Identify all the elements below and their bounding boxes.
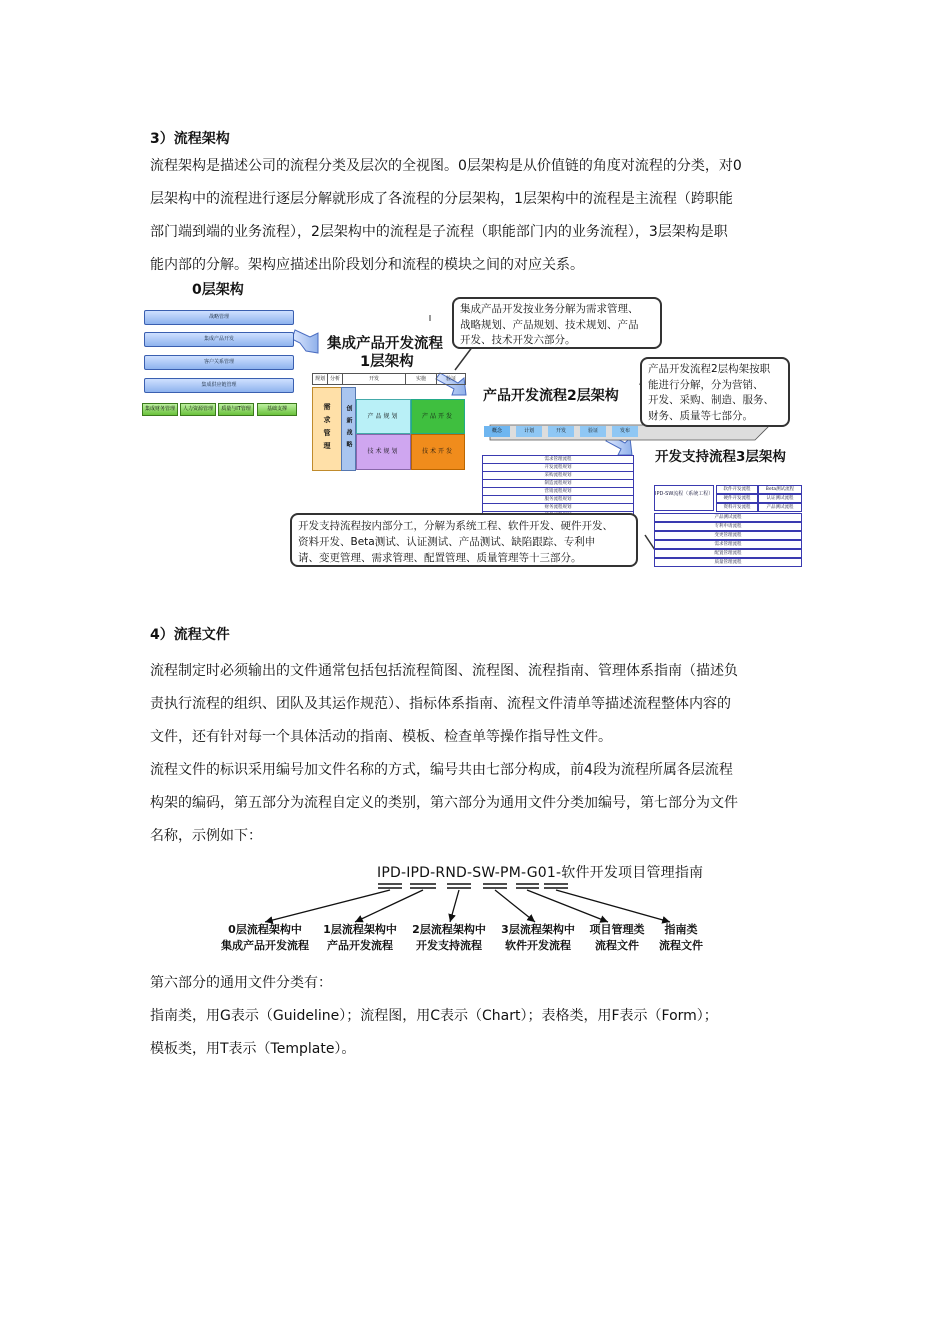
section4-paragraph	[150, 655, 800, 853]
label-line: 1层流程架构中	[323, 923, 397, 936]
para-line: 责执行流程的组织、团队及其运作规范）、指标体系指南、流程文件清单等描述流程整体内容的	[150, 696, 731, 712]
layer2-row: 服务流程规划	[482, 495, 634, 504]
layer1-header	[312, 373, 466, 385]
layer3-cell: 硬件开发流程	[716, 494, 758, 503]
callout-layer3	[290, 513, 638, 567]
layer3-row: 变更管理流程	[654, 531, 802, 540]
layer1-product-planning: 产品规划	[356, 399, 411, 434]
layer2-phases	[484, 426, 754, 437]
layer3-cell: 认证测试流程	[758, 494, 802, 503]
code-part-label	[405, 922, 493, 954]
code-part-label	[583, 922, 651, 954]
callout-layer2	[640, 357, 790, 427]
layer3-cell: 产品测试流程	[758, 503, 802, 512]
layer0-support-box: 人力资源管理	[180, 403, 216, 416]
layer3-cell: 软件开发流程	[716, 485, 758, 494]
layer1-subtitle: 1层架构	[360, 354, 414, 370]
callout-line: 战略规划、产品规划、技术规划、产品	[460, 318, 639, 331]
example-arrows	[200, 878, 760, 928]
layer0-bar: 客户关系管理	[144, 355, 294, 370]
layer1-header-cell: 规划	[313, 374, 328, 384]
callout-line: 能进行分解，分为营销、	[648, 378, 764, 391]
layer3-title: 开发支持流程3层架构	[655, 449, 786, 465]
process-architecture-diagram	[140, 275, 810, 570]
layer2-row: 采购流程规划	[482, 471, 634, 480]
label-line: 3层流程架构中	[501, 923, 575, 936]
layer0-support-box: 质量与IT管理	[218, 403, 254, 416]
layer2-row: 需求管理流程	[482, 455, 634, 464]
para-line: 流程制定时必须输出的文件通常包括包括流程简图、流程图、流程指南、管理体系指南（描述负	[150, 663, 738, 679]
layer3-system-eng: IPD-SW流程（系统工程）	[654, 485, 714, 511]
layer1-product-dev: 产品开发	[411, 399, 465, 434]
layer2-phase: 验证	[580, 426, 606, 437]
layer3-row: 专利申请流程	[654, 522, 802, 531]
layer1-header-cell: 实施	[406, 374, 437, 384]
para-line: 第六部分的通用文件分类有：	[150, 975, 332, 991]
callout-line: 开发支持流程按内部分工，分解为系统工程、软件开发、硬件开发、	[298, 520, 613, 532]
layer2-row: 制造流程规划	[482, 479, 634, 488]
label-line: 流程文件	[659, 939, 703, 952]
label-line: 0层流程架构中	[228, 923, 302, 936]
label-line: 产品开发流程	[327, 939, 393, 952]
layer1-innovation: 创新战略	[341, 387, 356, 471]
layer2-phase: 发布	[612, 426, 638, 437]
layer3-row: 质量管理流程	[654, 558, 802, 567]
label-line: 软件开发流程	[505, 939, 571, 952]
para-line: 构架的编码，第五部分为流程自定义的类别，第六部分为通用文件分类加编号，第七部分为文件	[150, 795, 738, 811]
callout-line: 产品开发流程2层构架按职	[648, 363, 771, 375]
layer1-header-cell: 分析	[328, 374, 343, 384]
layer3-row: 需求管理流程	[654, 540, 802, 549]
layer3-cell: Beta测试流程	[758, 485, 802, 494]
layer1-header-cell: 验证	[445, 376, 456, 382]
label-line: 开发支持流程	[416, 939, 482, 952]
code-part-label	[316, 922, 404, 954]
label-line: 指南类	[664, 923, 698, 936]
label-line: 流程文件	[595, 939, 639, 952]
layer3-row: 配置管理流程	[654, 549, 802, 558]
callout-line: 请、变更管理、需求管理、配置管理、质量管理等十三部分。	[298, 552, 582, 564]
layer1-title: 集成产品开发流程	[327, 336, 443, 352]
layer0-title: 0层架构	[192, 282, 244, 298]
para-line: 部门端到端的业务流程），2层架构中的流程是子流程（职能部门内的业务流程），3层架构是职	[150, 224, 728, 240]
callout-line: 资料开发、Beta测试、认证测试、产品测试、缺陷跟踪、专利申	[298, 536, 596, 548]
para-line: 层架构中的流程进行逐层分解就形成了各流程的分层架构，1层架构中的流程是主流程（跨职能	[150, 191, 733, 207]
para-line: 模板类，用T表示（Template）。	[150, 1041, 356, 1057]
code-part-label	[217, 922, 313, 954]
code-part-label	[652, 922, 710, 954]
layer2-row: 财务流程规划	[482, 503, 634, 512]
label-line: 集成产品开发流程	[221, 939, 309, 952]
callout-layer1	[452, 297, 662, 349]
para-line: 文件，还有针对每一个具体活动的指南、模板、检查单等操作指导性文件。	[150, 729, 612, 745]
layer0-support-box: 集成财务管理	[142, 403, 178, 416]
para-line: 能内部的分解。架构应描述出阶段划分和流程的模块之间的对应关系。	[150, 257, 584, 273]
layer0-support-box: 基础支撑	[257, 403, 297, 416]
para-line: 指南类，用G表示（Guideline）；流程图，用C表示（Chart）；表格类，用F表示（Form）；	[150, 1008, 718, 1024]
layer3-row: 产品测试流程	[654, 513, 802, 522]
layer2-row: 开发流程规划	[482, 463, 634, 472]
layer1-header-cell: 开发	[343, 374, 406, 384]
layer3-cell: 资料开发流程	[716, 503, 758, 512]
layer1-tech-planning: 技术规划	[356, 434, 411, 470]
example-code: IPD-IPD-RND-SW-PM-G01-软件开发项目管理指南	[377, 865, 704, 881]
layer2-phase: 开发	[548, 426, 574, 437]
para-line: 名称，示例如下：	[150, 828, 262, 844]
layer2-title: 产品开发流程2层架构	[483, 388, 619, 404]
layer0-bar: 集成产品开发	[144, 332, 294, 347]
callout-line: 开发、技术开发六部分。	[460, 334, 576, 346]
layer0-bar: 战略管理	[144, 310, 294, 325]
section6-paragraph	[150, 967, 830, 1066]
label-line: 2层流程架构中	[412, 923, 486, 936]
layer0-bar: 集成供应链管理	[144, 378, 294, 393]
section3-heading: 3）流程架构	[150, 131, 230, 147]
layer1-tech-dev: 技术开发	[411, 434, 465, 470]
callout-line: 集成产品开发按业务分解为需求管理、	[460, 303, 639, 315]
section4-heading: 4）流程文件	[150, 627, 230, 643]
para-line: 流程架构是描述公司的流程分类及层次的全视图。0层架构是从价值链的角度对流程的分类，对0	[150, 158, 742, 174]
label-line: 项目管理类	[589, 923, 645, 936]
layer1-demand-mgmt: 需求管理	[312, 387, 342, 471]
para-line: 流程文件的标识采用编号加文件名称的方式，编号共由七部分构成，前4段为流程所属各层流程	[150, 762, 733, 778]
layer2-row: 营销流程规划	[482, 487, 634, 496]
layer2-phase: 概念	[484, 426, 510, 437]
layer2-phase: 计划	[516, 426, 542, 437]
section3-paragraph	[150, 150, 800, 282]
callout-line: 开发、采购、制造、服务、	[648, 394, 774, 406]
callout-line: 财务、质量等七部分。	[648, 409, 753, 422]
code-part-label	[494, 922, 582, 954]
